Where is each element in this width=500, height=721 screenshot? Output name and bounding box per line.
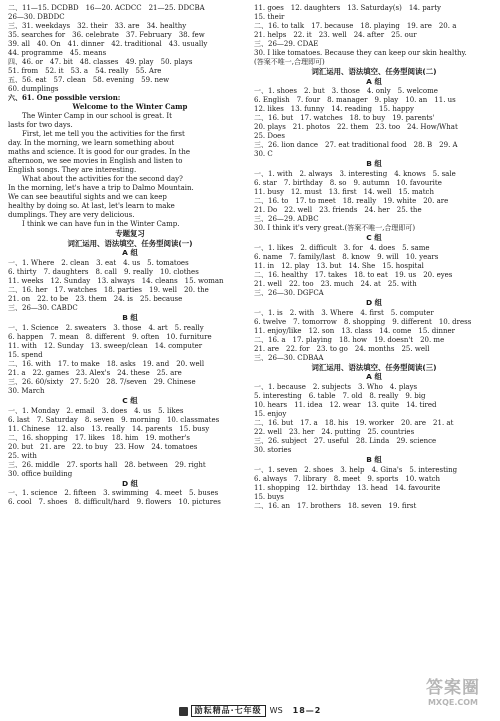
answer-line: 一、1. shoes 2. but 3. those 4. only 5. welcome	[254, 87, 438, 96]
answer-line: 三、26—30. CABDC	[8, 304, 78, 313]
answer-line: 二、16. to 17. to meet 18. really 19. white 20. are	[254, 197, 449, 206]
answer-line: day. In the morning, we learn something about	[8, 139, 175, 147]
left-column	[8, 4, 252, 507]
watermark-url: MXQE.COM	[427, 698, 479, 708]
answer-line: 一、1. science 2. fifteen 3. swimming 4. meet 5. buses	[8, 489, 219, 498]
right-column	[254, 4, 494, 511]
answer-line: 一、1. Science 2. sweaters 3. those 4. art 5. really	[8, 323, 204, 332]
section-heading: 词汇运用、语法填空、任务型阅读(一)	[67, 238, 193, 248]
answer-line: 6. happen 7. mean 8. different 9. often 10. furniture	[8, 332, 212, 341]
watermark-text: 答案圈	[426, 678, 480, 699]
answer-line: In the morning, let's have a trip to Dalmo Mountain.	[8, 184, 194, 192]
answer-line: 25. with	[8, 451, 37, 460]
answer-line: 51. from 52. it 53. a 54. really 55. Are	[8, 67, 162, 75]
page-number: 18—2	[292, 706, 322, 716]
answer-line: 21. helps 22. it 23. well 24. after 25. our	[254, 31, 417, 39]
answer-line: 三、31. weekdays 32. their 33. are 34. healthy	[8, 22, 187, 30]
answer-line: 30. office building	[8, 469, 73, 478]
answer-line: English songs. They are interesting.	[8, 166, 137, 174]
answer-line: 15. spend	[8, 350, 43, 359]
answer-line: 6. star 7. birthday 8. so 9. autumn 10. favourite	[254, 179, 442, 188]
group-heading: B 组	[122, 313, 138, 323]
answer-line: 11. Chinese 12. also 13. really 14. parents 15. busy	[8, 424, 210, 433]
answer-line: 三、26. 60/sixty 27. 5:20 28. 7/seven 29. Chinese	[8, 377, 196, 386]
answer-line: 21. a 22. games 23. Alex's 24. these 25. are	[8, 368, 182, 377]
group-heading: D 组	[365, 297, 383, 307]
section-heading: 词汇运用、语法填空、任务型阅读(三)	[311, 362, 437, 372]
answer-line: 20. plays 21. photos 22. them 23. too 24. How/What	[254, 123, 458, 132]
answer-line: The Winter Camp in our school is great. It	[22, 112, 172, 120]
answer-line: 11. shopping 12. birthday 13. head 14. favourite	[254, 483, 441, 492]
answer-line: 35. searches for 36. celebrate 37. February 38. few	[8, 31, 205, 39]
answer-line: 二、16. her 17. watches 18. parties 19. well 20. the	[8, 286, 209, 295]
section-heading: 词汇运用、语法填空、任务型阅读(二)	[311, 67, 437, 76]
answer-line: 11. enjoy/like 12. son 13. class 14. come 15. dinner	[254, 326, 455, 335]
answer-line: 一、1. likes 2. difficult 3. for 4. does 5. same	[254, 243, 430, 252]
answer-line: 一、1. because 2. subjects 3. Who 4. plays	[254, 383, 418, 392]
answer-line: 21. on 22. to be 23. them 24. is 25. because	[8, 295, 183, 304]
answer-line: 四、46. or 47. bit 48. classes 49. play 50. plays	[8, 58, 193, 66]
group-heading: C 组	[122, 395, 138, 405]
answer-line: 25. Does	[254, 132, 285, 141]
answer-line: 20. but 21. are 22. to buy 23. How 24. tomatoes	[8, 442, 198, 451]
watermark	[410, 668, 496, 718]
answer-line: 三、26—30. CDBAA	[254, 353, 324, 362]
answer-line: 三、26—29. ADBC	[254, 215, 319, 224]
group-heading: A 组	[366, 372, 382, 382]
group-heading: A 组	[122, 248, 138, 258]
footer-edition: WS	[269, 706, 283, 716]
answer-line: 11. with 12. Sunday 13. sweep/clean 14. computer	[8, 341, 203, 350]
answer-line: Welcome to the Winter Camp	[72, 103, 188, 111]
book-logo-icon	[179, 707, 188, 716]
answer-line: 15. their	[254, 13, 285, 21]
answer-line: 12. likes 13. funny 14. reading 15. happy	[254, 105, 414, 114]
footer-brand: 励耘精品·七年级	[191, 705, 266, 716]
answer-line: dumplings. They are very delicious.	[8, 211, 135, 219]
answer-line: 39. all 40. On 41. dinner 42. traditional 43. usually	[8, 40, 208, 48]
answer-line: 11. busy 12. must 13. first 14. well 15. match	[254, 188, 434, 197]
answer-line: lasts for two days.	[8, 121, 73, 129]
answer-line: 二、16. but 17. a 18. his 19. worker 20. are 21. at	[254, 419, 454, 428]
answer-line: afternoon, we see movies in English and listen to	[8, 157, 183, 165]
answer-line: 30. stories	[254, 446, 292, 455]
answer-line: 二、16. shopping 17. likes 18. him 19. mother's	[8, 433, 190, 442]
answer-line: What about the activities for the second day?	[22, 175, 183, 183]
answer-line: 六、61. One possible version:	[8, 94, 121, 102]
answer-line: 6. always 7. library 8. meet 9. sports 10. watch	[254, 474, 441, 483]
answer-line: 10. hears 11. idea 12. wear 13. quite 14. tired	[254, 401, 437, 410]
answer-line: 一、1. with 2. always 3. interesting 4. knows 5. sale	[254, 170, 456, 179]
answer-line: 11. weeks 12. Sunday 13. always 14. cleans 15. woman	[8, 277, 224, 286]
answer-line: 二、16. a 17. playing 18. how 19. doesn't 20. me	[254, 335, 445, 344]
answer-line: 11. in 12. play 13. but 14. She 15. hospital	[254, 261, 424, 270]
answer-line: 二、16. an 17. brothers 18. seven 19. first	[254, 501, 417, 510]
answer-line: 二、16. healthy 17. takes 18. to eat 19. us 20. eyes	[254, 270, 453, 279]
answer-line: 一、1. Monday 2. email 3. does 4. us 5. likes	[8, 406, 184, 415]
answer-line: 二、16. but 17. watches 18. to buy 19. parents'	[254, 114, 435, 123]
answer-line: 6. thirty 7. daughters 8. call 9. really 10. clothes	[8, 268, 199, 277]
answer-line: 30. March	[8, 386, 45, 395]
answer-line: 一、1. Where 2. clean 3. eat 4. us 5. tomatoes	[8, 259, 189, 268]
answer-line: 30. I think it's very great.(答案不唯一,合理即可)	[254, 224, 416, 233]
group-heading: B 组	[366, 455, 382, 465]
section-heading: 专题复习	[115, 229, 145, 238]
answer-line: 6. last 7. Saturday 8. seven 9. morning 10. classmates	[8, 415, 220, 424]
answer-line: 21. well 22. too 23. much 24. at 25. with	[254, 279, 417, 288]
answer-line: I think we can have fun in the Winter Camp.	[22, 220, 180, 228]
answer-line: We can see beautiful sights and we can keep	[8, 193, 167, 201]
answer-line: 6. twelve 7. tomorrow 8. shopping 9. different 10. dress	[254, 317, 472, 326]
group-heading: D 组	[121, 478, 139, 488]
answer-line: 一、1. is 2. with 3. Where 4. first 5. computer	[254, 308, 434, 317]
answer-line: 11. goes 12. daughters 13. Saturday(s) 14. party	[254, 4, 441, 12]
answer-line: 二、16. to talk 17. because 18. playing 19. are 20. a	[254, 22, 457, 30]
answer-line: 三、26. subject 27. useful 28. Linda 29. science	[254, 437, 437, 446]
answer-line: 30. I like tomatoes. Because they can keep our skin healthy.	[254, 49, 467, 57]
answer-line: 三、26. middle 27. sports hall 28. between 29. right	[8, 460, 206, 469]
group-heading: C 组	[366, 233, 382, 243]
answer-line: maths and science. It is good for our grades. In the	[8, 148, 191, 156]
answer-line: 三、26. lion dance 27. eat traditional food 28. B 29. A	[254, 141, 458, 150]
answer-line: 60. dumplings	[8, 85, 59, 93]
answer-line: 15. enjoy	[254, 410, 287, 419]
answer-line: 二、11—15. DCDBD 16—20. ACDCC 21—25. DDCBA	[8, 4, 205, 12]
answer-line: 5. interesting 6. table 7. old 8. really 9. big	[254, 392, 426, 401]
answer-line: 15. buys	[254, 492, 284, 501]
answer-line: 6. cool 7. shoes 8. difficult/hard 9. flowers 10. pictures	[8, 498, 221, 507]
answer-line: 21. Do 22. well 23. friends 24. her 25. the	[254, 206, 422, 215]
answer-line: 6. English 7. four 8. manager 9. play 10. an 11. us	[254, 96, 456, 105]
answer-line: 一、1. seven 2. shoes 3. help 4. Gina's 5. interesting	[254, 465, 458, 474]
answer-line: healthy by doing so. At last, let's learn to make	[8, 202, 175, 210]
answer-line: 30. C	[254, 150, 273, 159]
answer-line: 44. programme 45. means	[8, 49, 107, 57]
answer-line: 21. are 22. for 23. to go 24. months 25. well	[254, 344, 430, 353]
answer-line: 26—30. DBDDC	[8, 13, 65, 21]
group-heading: B 组	[366, 159, 382, 169]
answer-line: 五、56. eat 57. clean 58. evening 59. new	[8, 76, 170, 84]
answer-line: First, let me tell you the activities for the first	[22, 130, 185, 138]
answer-line: 二、16. with 17. to make 18. asks 19. and 20. well	[8, 359, 205, 368]
answer-line: 6. name 7. family/last 8. know 9. will 10. years	[254, 252, 439, 261]
answer-line: 22. well 23. her 24. putting 25. countries	[254, 428, 415, 437]
group-heading: A 组	[366, 76, 382, 86]
answer-line: (答案不唯一,合理即可)	[254, 58, 325, 66]
answer-line: 三、26—30. DGFCA	[254, 288, 324, 297]
answer-line: 三、26—29. CDAE	[254, 40, 319, 48]
